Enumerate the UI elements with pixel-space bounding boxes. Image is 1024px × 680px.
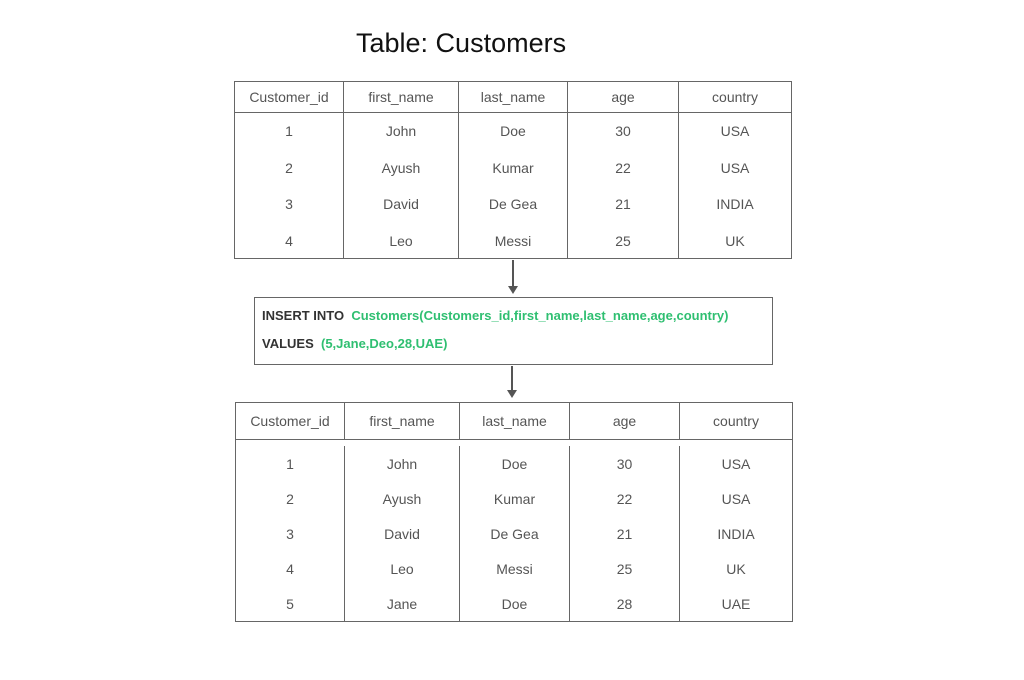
table-cell: USA — [721, 455, 751, 472]
sql-target: Customers(Customers_id,first_name,last_name,age,country) — [351, 308, 729, 323]
table-cell: Jane — [386, 596, 418, 613]
table-cell: David — [384, 526, 420, 542]
column-customer-id — [236, 446, 345, 622]
table-cell: 30 — [615, 123, 631, 140]
table-cell: 4 — [285, 232, 293, 249]
table-cell: 25 — [616, 561, 633, 578]
table-cell: Leo — [389, 232, 413, 249]
table-cell: 1 — [285, 123, 293, 140]
table-cell: 21 — [616, 526, 633, 542]
table-cell: Ayush — [382, 490, 422, 507]
table-cell: USA — [720, 123, 750, 140]
table-header — [235, 82, 791, 113]
column-header: age — [568, 82, 679, 112]
table-cell: Kumar — [493, 490, 536, 507]
page-title: Table: Customers — [356, 28, 567, 58]
arrow-line — [511, 366, 513, 391]
table-cell: UK — [726, 561, 746, 578]
table-cell: Leo — [390, 561, 414, 578]
table-cell: Doe — [501, 455, 528, 472]
table-cell: Kumar — [492, 159, 534, 176]
table-cell: Doe — [500, 123, 526, 140]
table-cell: Messi — [496, 561, 533, 578]
column-age — [570, 446, 680, 622]
column-customer-id — [235, 113, 344, 259]
table-cell: INDIA — [716, 196, 754, 213]
column-country — [680, 446, 792, 622]
table-cell: 21 — [615, 196, 631, 213]
customers-table-before — [234, 81, 792, 259]
column-age — [568, 113, 679, 259]
column-first-name — [345, 446, 460, 622]
column-first-name — [344, 113, 459, 259]
column-header: country — [712, 89, 758, 105]
table-cell: Doe — [501, 596, 528, 613]
table-cell: 25 — [615, 232, 631, 249]
arrow-down-icon — [508, 286, 518, 294]
table-body — [235, 113, 791, 259]
arrow-line — [512, 260, 514, 287]
table-cell: 2 — [286, 490, 294, 507]
table-cell: Messi — [494, 232, 532, 249]
column-header: last_name — [459, 82, 568, 112]
sql-keyword: VALUES — [262, 336, 314, 351]
column-header: age — [570, 403, 680, 439]
table-cell: 5 — [286, 596, 294, 613]
table-cell: 1 — [286, 455, 294, 472]
table-cell: 30 — [616, 455, 633, 472]
column-header: first_name — [345, 403, 460, 439]
column-header: Customer_id — [236, 403, 345, 439]
table-cell: 28 — [616, 596, 633, 613]
query-line-values — [262, 336, 447, 351]
table-body — [236, 440, 792, 622]
column-last-name — [459, 113, 568, 259]
table-cell: 4 — [286, 561, 294, 578]
table-cell: David — [383, 196, 419, 213]
table-cell: 22 — [615, 159, 631, 176]
table-cell: John — [385, 123, 417, 140]
sql-keyword: INSERT INTO — [262, 308, 345, 323]
table-cell: USA — [720, 159, 750, 176]
table-cell: UAE — [721, 596, 751, 613]
table-cell: 3 — [285, 196, 293, 213]
table-cell: USA — [721, 490, 751, 507]
query-line-insert — [262, 308, 728, 323]
column-country — [679, 113, 791, 259]
sql-query-box — [254, 297, 773, 365]
table-cell: John — [386, 455, 418, 472]
table-cell: 22 — [616, 490, 633, 507]
column-header: first_name — [344, 82, 459, 112]
column-header: Customer_id — [235, 82, 344, 112]
table-cell: 2 — [285, 159, 293, 176]
table-cell: De Gea — [490, 526, 539, 542]
table-cell: De Gea — [488, 196, 538, 213]
table-cell: INDIA — [717, 526, 755, 542]
customers-table-after — [235, 402, 793, 622]
sql-values: (5,Jane,Deo,28,UAE) — [321, 336, 448, 351]
column-last-name — [460, 446, 570, 622]
table-header — [236, 403, 792, 440]
table-cell: Ayush — [381, 159, 421, 176]
arrow-down-icon — [507, 390, 517, 398]
column-header: country — [713, 413, 759, 429]
table-cell: UK — [725, 232, 745, 249]
column-header: last_name — [460, 403, 570, 439]
table-cell: 3 — [286, 526, 294, 542]
